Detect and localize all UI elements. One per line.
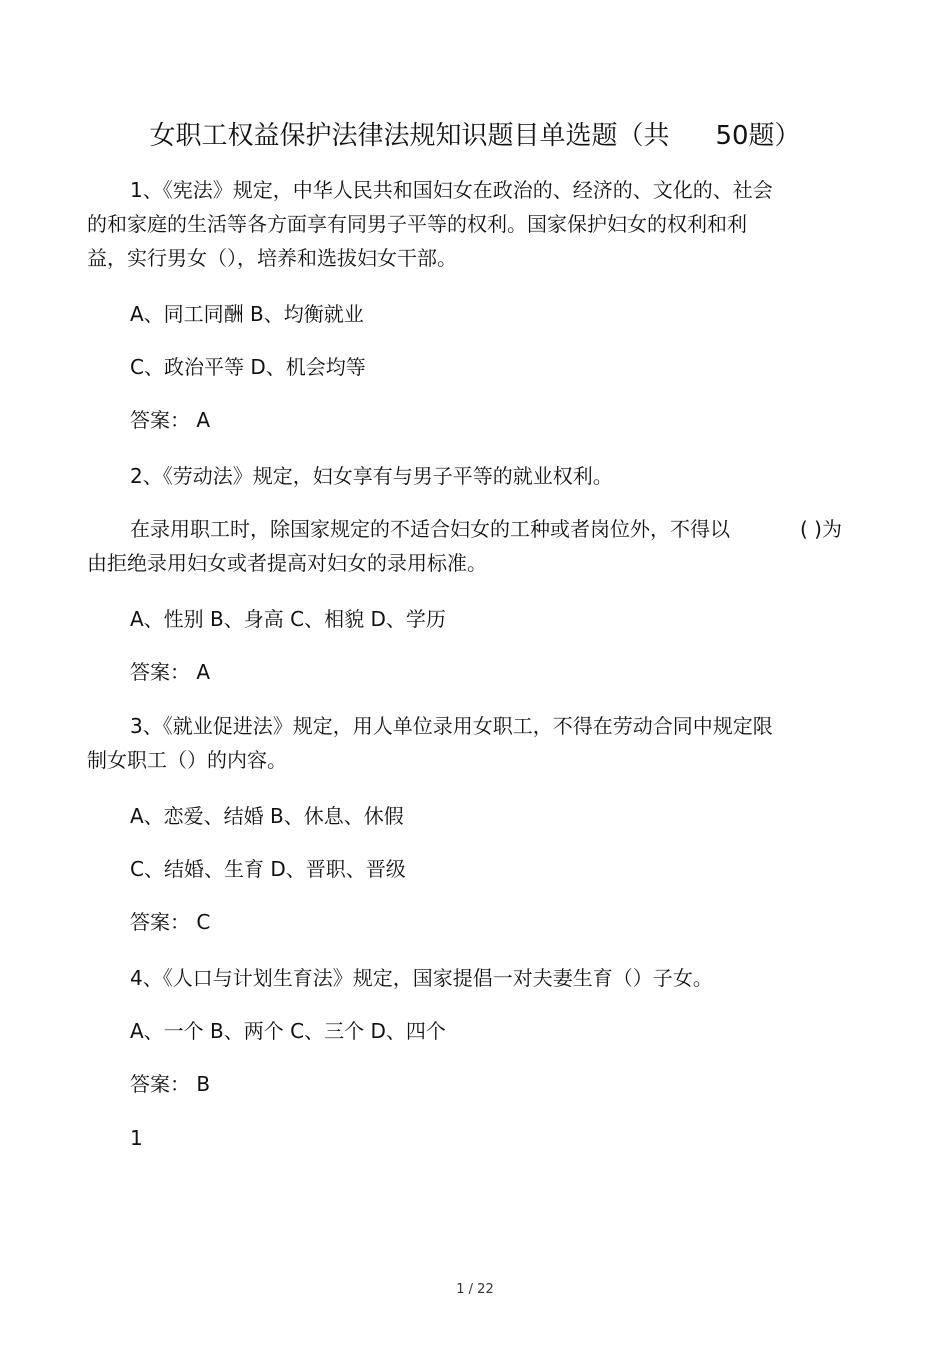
q1-stem-line-1: 1、《宪法》规定，中华人民共和国妇女在政治的、经济的、文化的、社会 — [130, 178, 773, 202]
q3-stem-line-1: 3、《就业促进法》规定，用人单位录用女职工，不得在劳动合同中规定限 — [130, 714, 773, 738]
q4-stem-line-1: 4、《人口与计划生育法》规定，国家提倡一对夫妻生育（）子女。 — [130, 966, 713, 990]
q4-option-line-1: A、一个 B、两个 C、三个 D、四个 — [130, 1019, 446, 1043]
page-indicator: 1 / 22 — [456, 1282, 494, 1297]
q2-stem-line-2-tail: ( )为 — [800, 517, 842, 541]
page-marker: 1 — [130, 1126, 143, 1150]
q1-stem-line-3: 益，实行男女（），培养和选拔妇女干部。 — [87, 246, 457, 270]
q2-stem-line-3: 由拒绝录用妇女或者提高对妇女的录用标准。 — [87, 551, 487, 575]
q1-stem-line-2: 的和家庭的生活等各方面享有同男子平等的权利。国家保护妇女的权利和利 — [87, 212, 747, 236]
q1-answer: 答案： A — [130, 408, 211, 432]
q2-option-line-1: A、性别 B、身高 C、相貌 D、学历 — [130, 607, 446, 631]
q4-answer: 答案： B — [130, 1072, 211, 1096]
q2-answer: 答案： A — [130, 660, 211, 684]
title-count: 50题） — [715, 121, 801, 151]
q1-option-line-1: A、同工同酬 B、均衡就业 — [130, 302, 364, 326]
q3-answer: 答案： C — [130, 910, 211, 934]
page-title — [0, 118, 950, 154]
q3-option-line-2: C、结婚、生育 D、晋职、晋级 — [130, 857, 406, 881]
title-main: 女职工权益保护法律法规知识题目单选题（共 — [149, 121, 670, 151]
q2-stem-line-2: 在录用职工时，除国家规定的不适合妇女的工种或者岗位外，不得以 — [130, 517, 730, 541]
q2-stem-line-1: 2、《劳动法》规定，妇女享有与男子平等的就业权利。 — [130, 464, 613, 488]
q1-option-line-2: C、政治平等 D、机会均等 — [130, 355, 366, 379]
q3-option-line-1: A、恋爱、结婚 B、休息、休假 — [130, 804, 404, 828]
q3-stem-line-2: 制女职工（）的内容。 — [87, 748, 287, 772]
